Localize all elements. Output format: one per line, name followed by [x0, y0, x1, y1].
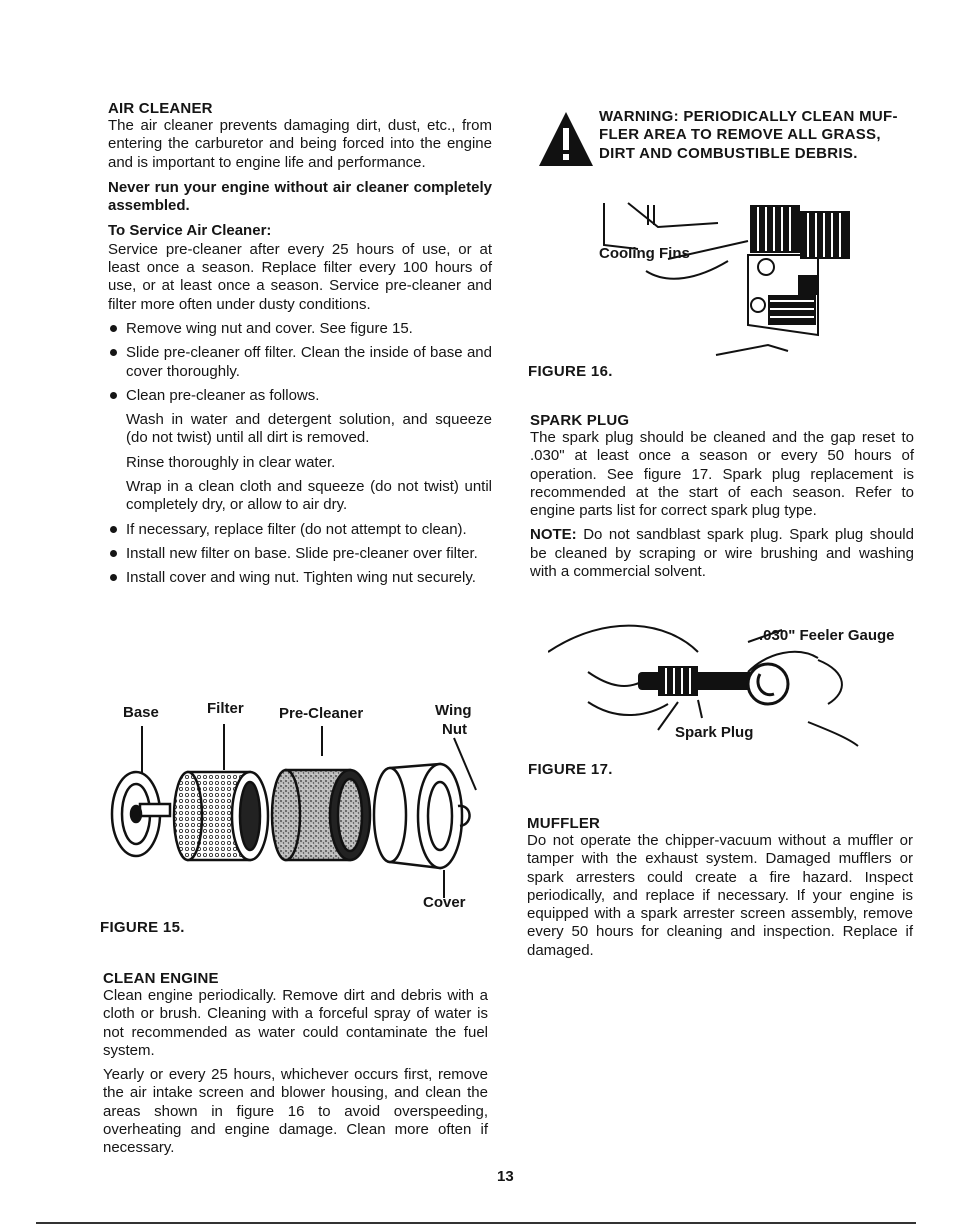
service-text: Service pre-cleaner after every 25 hours of use, or at least once a season. Replace filter every 100 hours of use, or at least once a season. Service pre-cleaner and filter more often under dusty conditions.: [108, 240, 492, 313]
fig15-label-base: Base: [123, 704, 159, 721]
figure-17-caption: FIGURE 17.: [528, 761, 613, 778]
air-cleaner-warning: Never run your engine without air cleaner completely assembled.: [108, 178, 492, 215]
page-number: 13: [497, 1168, 514, 1185]
fig15-label-filter: Filter: [207, 700, 244, 717]
fig17-label-spark-plug: Spark Plug: [675, 724, 754, 741]
clean-engine-section: [103, 970, 488, 1158]
figure-15-caption: FIGURE 15.: [100, 919, 185, 936]
warning-block: [537, 108, 917, 178]
air-cleaner-illustration: [100, 720, 490, 920]
air-cleaner-heading: AIR CLEANER: [108, 100, 213, 117]
clean-engine-p2: Yearly or every 25 hours, whichever occurs first, remove the air intake screen and blower housing, and clean the areas shown in figure 16 to avoid overspeeding, overheating and engine damage. Clean more often if necessary.: [103, 1066, 488, 1157]
figure-16-caption: FIGURE 16.: [528, 363, 613, 380]
bullet-text: Remove wing nut and cover. See figure 15.: [126, 319, 413, 337]
bullet-text: Install new filter on base. Slide pre-cleaner over filter.: [126, 544, 478, 562]
warning-line: WARNING: PERIODICALLY CLEAN MUF-: [599, 108, 898, 125]
bullet-text: Clean pre-cleaner as follows.: [126, 386, 320, 404]
bottom-rule: [36, 1222, 916, 1224]
bullet-dot: [110, 550, 117, 557]
warning-triangle-icon: [537, 110, 595, 168]
bullet-item: [108, 387, 492, 405]
left-column: [108, 100, 492, 588]
fig15-label-pre-cleaner: Pre-Cleaner: [279, 705, 364, 722]
bullet-text: Slide pre-cleaner off filter. Clean the inside of base and cover thoroughly.: [126, 344, 492, 380]
muffler-heading: MUFFLER: [527, 815, 601, 832]
warning-line: DIRT AND COMBUSTIBLE DEBRIS.: [599, 144, 858, 162]
bullet-dot: [110, 574, 117, 581]
bullet-text: If necessary, replace filter (do not attempt to clean).: [126, 520, 467, 538]
bullet-item: [108, 344, 492, 381]
bullet-item: [108, 521, 492, 539]
muffler-text: Do not operate the chipper-vacuum without a muffler or tamper with the exhaust system. Damaged mufflers or spark arresters could create a fire hazard. Inspect periodically, and replace if necessary. If your engine is equipped with a spark arrester screen assembly, remove every 50 hours for cleaning and inspection. Replace if damaged.: [527, 832, 913, 959]
warning-line: FLER AREA TO REMOVE ALL GRASS,: [599, 126, 881, 144]
sub-step: Rinse thoroughly in clear water.: [126, 453, 336, 471]
note-label: NOTE:: [530, 526, 577, 544]
figure-17: [528, 612, 918, 782]
service-heading: To Service Air Cleaner:: [108, 222, 272, 240]
fig16-label-cooling-fins: Cooling Fins: [599, 245, 690, 262]
bullet-text: Install cover and wing nut. Tighten wing nut securely.: [126, 569, 476, 587]
clean-engine-heading: CLEAN ENGINE: [103, 970, 219, 987]
spark-plug-p1: The spark plug should be cleaned and the gap reset to .030" at least once a season or every 50 hours of operation. See figure 17. Spark plug replacement is recommended at the start of each season. Refer to engine parts list for correct spark plug type.: [530, 429, 914, 520]
note-text: Do not sandblast spark plug. Spark plug should be cleaned by scraping or wire brushing and washing with a commercial solvent.: [530, 526, 914, 581]
bullet-dot: [110, 392, 117, 399]
bullet-dot: [110, 325, 117, 332]
fig15-label-cover: Cover: [423, 894, 466, 911]
air-cleaner-intro: The air cleaner prevents damaging dirt, dust, etc., from entering the carburetor and being forced into the engine and is important to engine life and performance.: [108, 117, 492, 171]
fig15-label-wing: Wing: [435, 702, 472, 719]
cooling-fins-illustration: [598, 195, 898, 370]
clean-engine-p1: Clean engine periodically. Remove dirt and debris with a cloth or brush. Cleaning with a forceful spray of water is not recommended as water could contaminate the fuel system.: [103, 987, 488, 1059]
bullet-item: [108, 545, 492, 563]
bullet-dot: [110, 349, 117, 356]
bullet-item: [108, 569, 492, 587]
spark-plug-section: [530, 412, 914, 581]
muffler-section: [527, 815, 913, 960]
sub-step: Wash in water and detergent solution, and squeeze (do not twist) until all dirt is removed.: [126, 411, 492, 447]
sub-step: Wrap in a clean cloth and squeeze (do not twist) until completely dry, or allow to air dry.: [126, 478, 492, 514]
spark-plug-heading: SPARK PLUG: [530, 412, 630, 429]
bullet-item: [108, 320, 492, 338]
bullet-dot: [110, 526, 117, 533]
fig17-label-feeler-gauge: .030" Feeler Gauge: [759, 627, 895, 644]
figure-16: [528, 195, 908, 385]
fig15-label-nut: Nut: [442, 721, 467, 738]
figure-15: [100, 695, 490, 945]
